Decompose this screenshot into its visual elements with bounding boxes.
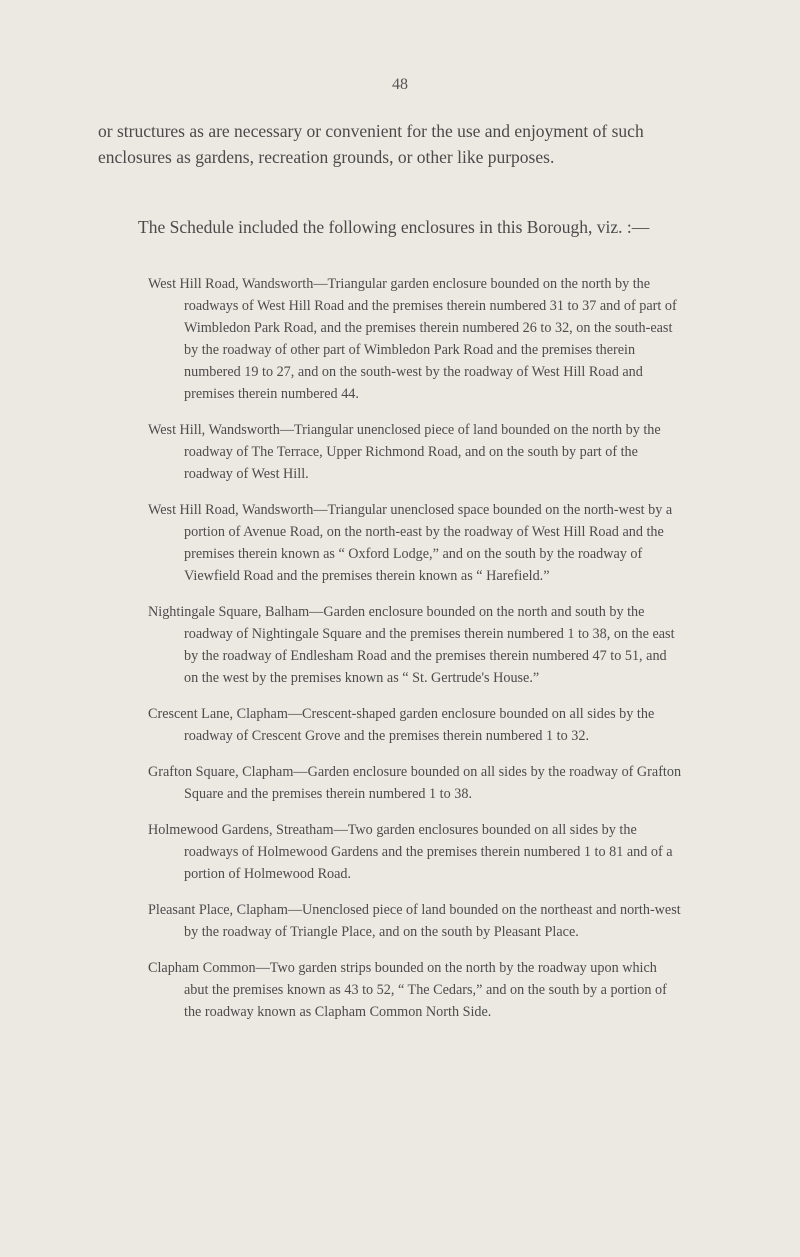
enclosure-entry-grafton-square: Grafton Square, Clapham—Garden enclosure bounded on all sides by the roadway of Grafton Square and the premises therein numbered 1 to 38. bbox=[148, 764, 682, 802]
intro-paragraph: or structures as are necessary or convenient for the use and enjoyment of such enclosures as gardens, recreation grounds, or other like purposes. bbox=[98, 121, 644, 167]
enclosure-entry-west-hill-road: West Hill Road, Wandsworth—Triangular garden enclosure bounded on the north by the roadways of West Hill Road and the premises therein numbered 31 to 37 and of part of Wimbledon Park Road, and the premises therein numbered 26 to 32, on the south-east by the roadway of other part of Wimbledon Park Road and the premises therein numbered 19 to 27, and on the south-west by the roadway of West Hill Road and premises therein numbered 44. bbox=[148, 276, 677, 402]
enclosure-entry-holmewood-gardens: Holmewood Gardens, Streatham—Two garden enclosures bounded on all sides by the roadways of Holmewood Gardens and the premises therein numbered 1 to 81 and of a portion of Holmewood Road. bbox=[148, 822, 673, 882]
enclosure-entry-nightingale-square: Nightingale Square, Balham—Garden enclosure bounded on the north and south by the roadway of Nightingale Square and the premises therein numbered 1 to 38, on the east by the roadway of Endlesham Road and the premises therein numbered 47 to 51, and on the west by the premises known as “ St. Gertrude's House.” bbox=[148, 604, 675, 686]
enclosure-list bbox=[148, 273, 683, 1023]
enclosure-entry-west-hill-road-2: West Hill Road, Wandsworth—Triangular unenclosed space bounded on the north-west by a portion of Avenue Road, on the north-east by the roadway of West Hill Road and the premises therein known as “ Oxford Lodge,” and on the south by the roadway of Viewfield Road and the premises therein known as “ Harefield.” bbox=[148, 502, 673, 584]
enclosure-entry-clapham-common: Clapham Common—Two garden strips bounded on the north by the roadway upon which abut the premises known as 43 to 52, “ The Cedars,” and on the south by a portion of the roadway known as Clapham Common North Side. bbox=[148, 960, 667, 1020]
page-number: 48 bbox=[392, 76, 408, 93]
enclosure-entry-crescent-lane: Crescent Lane, Clapham—Crescent-shaped garden enclosure bounded on all sides by the roadway of Crescent Grove and the premises therein numbered 1 to 32. bbox=[148, 706, 655, 744]
enclosure-entry-west-hill: West Hill, Wandsworth—Triangular unenclosed piece of land bounded on the north by the roadway of The Terrace, Upper Richmond Road, and on the south by part of the roadway of West Hill. bbox=[148, 422, 661, 482]
schedule-intro-paragraph: The Schedule included the following enclosures in this Borough, viz. :— bbox=[138, 217, 650, 237]
enclosure-entry-pleasant-place: Pleasant Place, Clapham—Unenclosed piece of land bounded on the northeast and north-west by the roadway of Triangle Place, and on the south by Pleasant Place. bbox=[148, 902, 681, 940]
